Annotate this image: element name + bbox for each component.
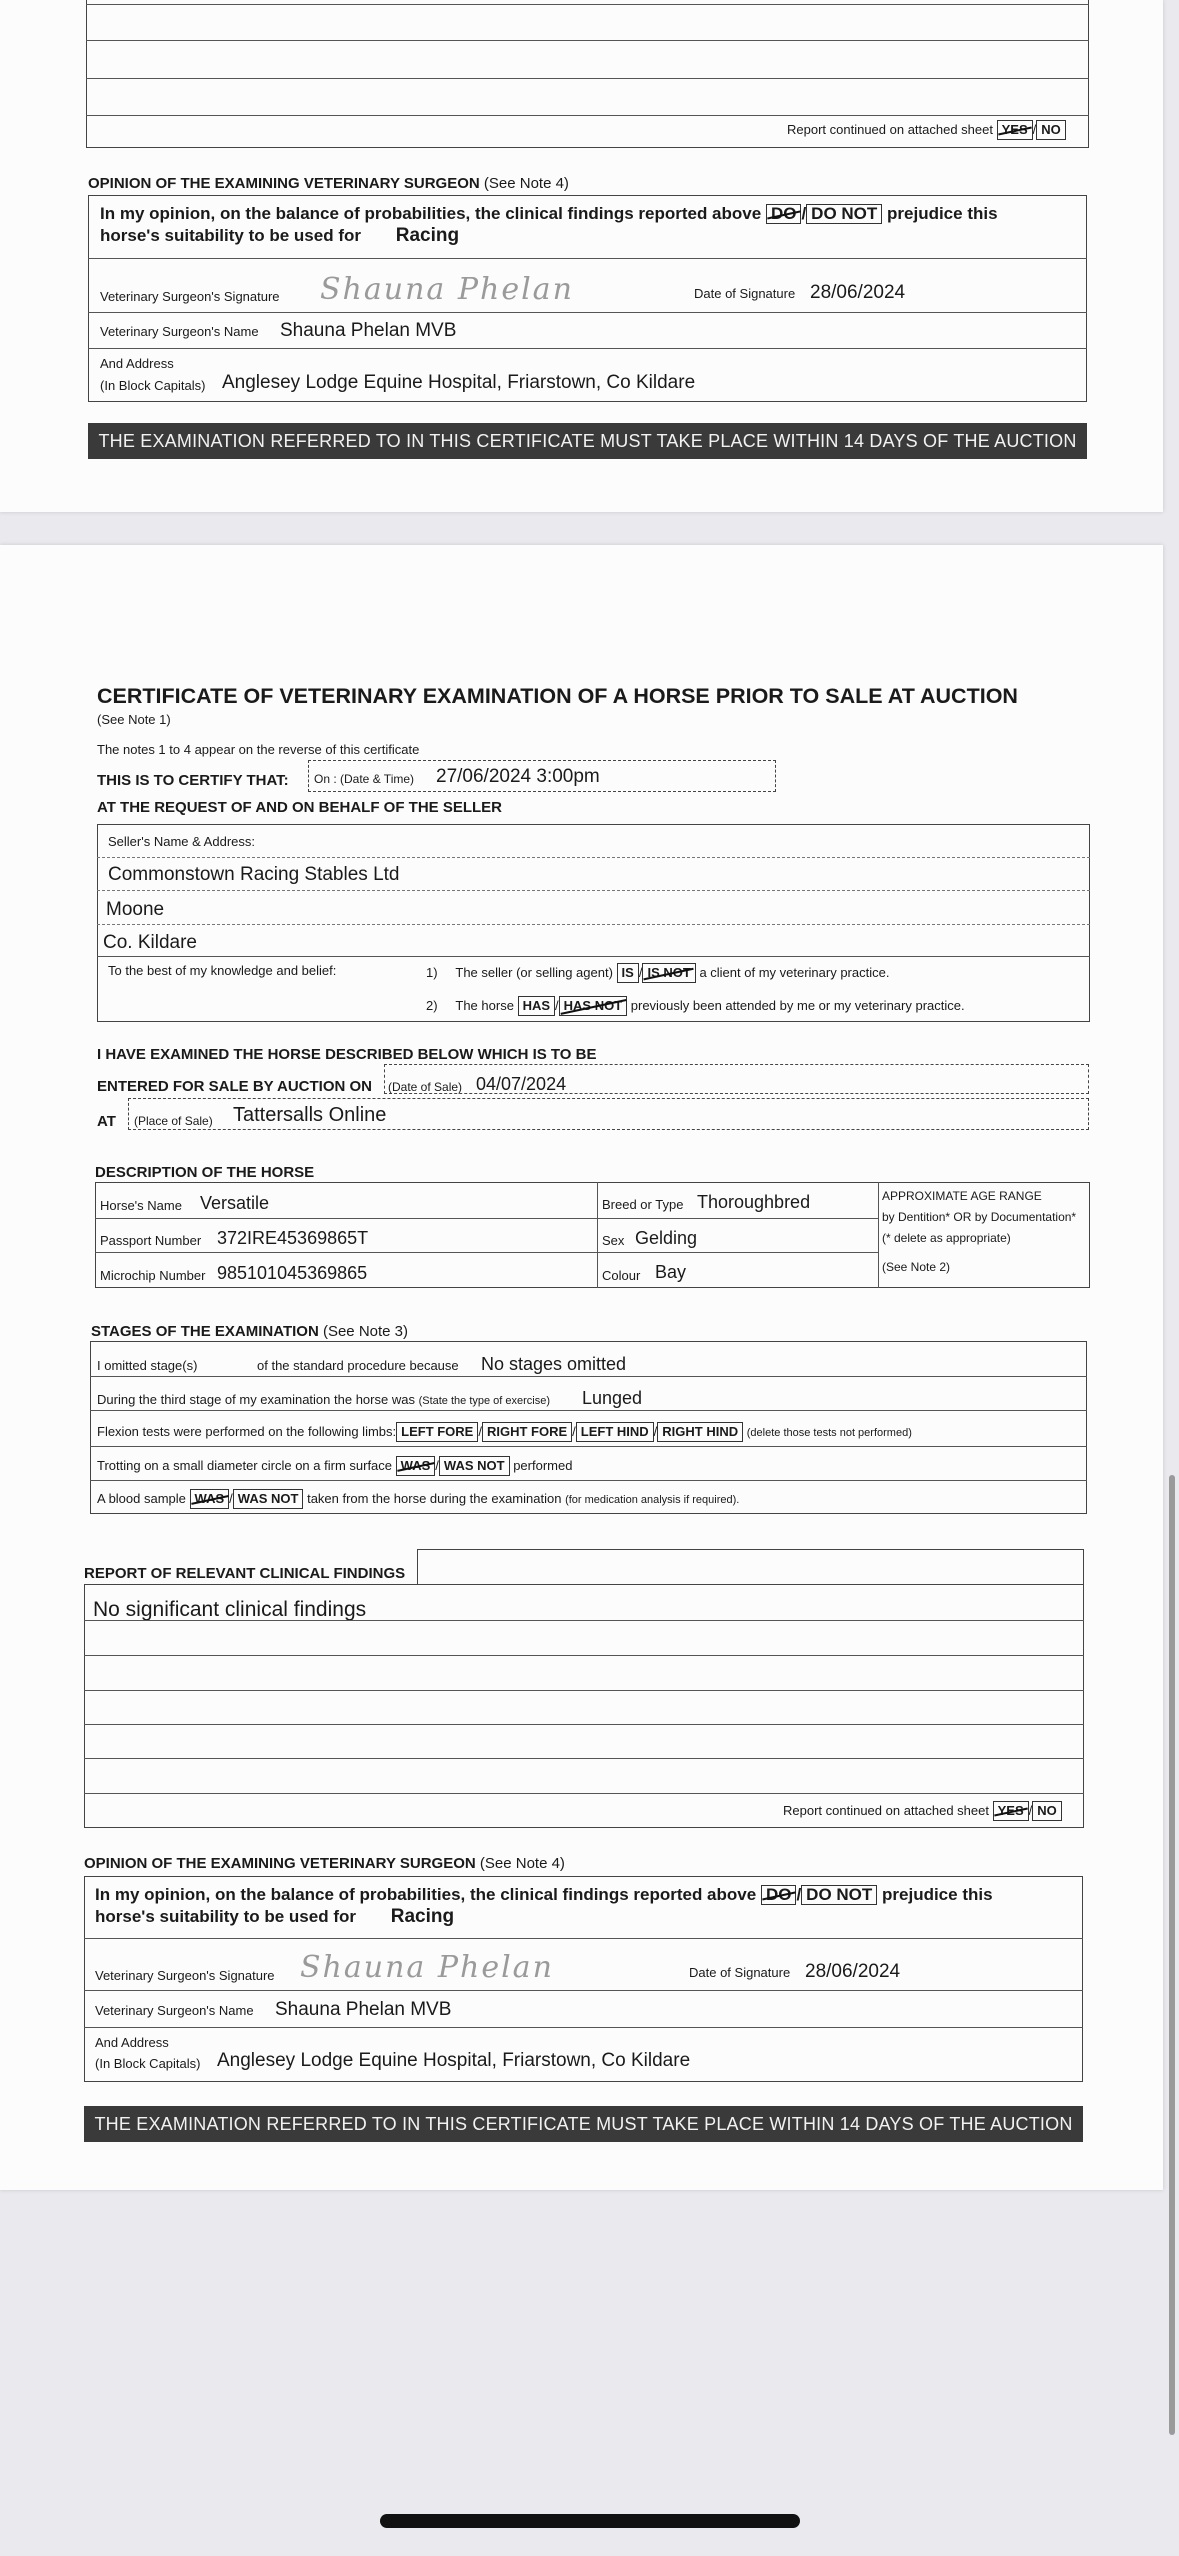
vet-address: Anglesey Lodge Equine Hospital, Friarstown, Co Kildare (217, 2050, 691, 2071)
intended-use: Racing (395, 225, 460, 246)
seller-box (97, 824, 1090, 1022)
horse-colour: Bay (655, 1262, 687, 1282)
vet-address: Anglesey Lodge Equine Hospital, Friarstown, Co Kildare (222, 372, 696, 393)
seller-address-2: Co. Kildare (103, 932, 197, 953)
exercise-type: Lunged (582, 1388, 643, 1408)
stages-heading: STAGES OF THE EXAMINATION (See Note 3) (91, 1323, 409, 1340)
horse-sex: Gelding (635, 1228, 698, 1248)
omitted-stages: No stages omitted (481, 1354, 627, 1374)
report-continued-row: Report continued on attached sheet YES / NO (783, 1801, 1062, 1821)
third-stage-label: During the third stage of my examination the horse was (State the type of exercise) (97, 1392, 551, 1407)
horse-name: Versatile (200, 1193, 270, 1213)
scrollbar[interactable] (1169, 1475, 1175, 2435)
opinion-heading: OPINION OF THE EXAMINING VETERINARY SURGEON (See Note 4) (88, 175, 569, 192)
sale-place: Tattersalls Online (233, 1104, 387, 1126)
opinion-text: In my opinion, on the balance of probabilities, the clinical findings reported above DO / DO NOT prejudice this horse's suitability to be used for Racing (95, 1885, 993, 1927)
yes-option: YES (993, 1801, 1029, 1821)
horse-breed: Thoroughbred (697, 1192, 811, 1212)
microchip-number: 985101045369865 (217, 1263, 368, 1283)
client-statement: 1) The seller (or selling agent) IS / IS NOT a client of my veterinary practice. (426, 963, 889, 983)
sale-date: 04/07/2024 (476, 1074, 567, 1094)
vet-name: Shauna Phelan MVB (275, 1999, 452, 2020)
signature: Shauna Phelan (320, 272, 574, 307)
flexion-tests: Flexion tests were performed on the following limbs: LEFT FORE / RIGHT FORE / LEFT HIND / RIGHT HIND (delete those tests not performed) (97, 1422, 912, 1442)
signature: Shauna Phelan (300, 1950, 554, 1985)
certificate-title: CERTIFICATE OF VETERINARY EXAMINATION OF A HORSE PRIOR TO SALE AT AUCTION (97, 684, 1018, 708)
trotting-test: Trotting on a small diameter circle on a firm surface WAS / WAS NOT performed (97, 1456, 572, 1476)
findings-heading: REPORT OF RELEVANT CLINICAL FINDINGS (84, 1565, 406, 1582)
deadline-banner: THE EXAMINATION REFERRED TO IN THIS CERTIFICATE MUST TAKE PLACE WITHIN 14 DAYS OF THE AUCTION (88, 423, 1087, 459)
opinion-heading: OPINION OF THE EXAMINING VETERINARY SURGEON (See Note 4) (84, 1855, 565, 1872)
signature-date: 28/06/2024 (805, 1961, 901, 1982)
findings-header-field (417, 1549, 1084, 1585)
seller-name: Commonstown Racing Stables Ltd (108, 864, 400, 885)
exam-datetime: 27/06/2024 3:00pm (436, 766, 600, 787)
deadline-banner: THE EXAMINATION REFERRED TO IN THIS CERTIFICATE MUST TAKE PLACE WITHIN 14 DAYS OF THE AUCTION (84, 2106, 1083, 2142)
no-option: NO (1032, 1801, 1062, 1821)
seller-address-1: Moone (106, 899, 165, 920)
passport-number: 372IRE45369865T (217, 1228, 369, 1248)
vet-name: Shauna Phelan MVB (280, 320, 457, 341)
attended-statement: 2) The horse HAS / HAS NOT previously been attended by me or my veterinary practice. (426, 996, 965, 1016)
age-range-note: APPROXIMATE AGE RANGE by Dentition* OR by Documentation* (* delete as appropriate) (See Note 2) (882, 1189, 1077, 1274)
blood-sample: A blood sample WAS / WAS NOT taken from the horse during the examination (for medication analysis if required). (97, 1489, 739, 1509)
clinical-findings: No significant clinical findings (93, 1598, 367, 1621)
report-continued-row: Report continued on attached sheet YES / NO (787, 120, 1066, 140)
intended-use: Racing (390, 1906, 455, 1927)
yes-option: YES (997, 120, 1033, 140)
previous-certificate-page: Report continued on attached sheet YES / NO OPINION OF THE EXAMINING VETERINARY SURGEON (See Note 4) In my opinion, on the balance of probabilities, the clinical findings reported above DO / DO NOT prejudice this horse's suitability to be used for Racing Veterinary Surgeon's Signature Shauna Phelan Date of Signature 28/06/2024 Veterinary Surgeon's Name Shauna Phelan MVB And Address (In Block Capitals) Anglesey Lodge Equine Hospital, Friarstown, Co Kildare THE EXAMINATION REFERRED TO IN THIS CERTIFICATE MUST TAKE PLACE WITHIN 14 DAYS OF THE AUCTION (0, 0, 1163, 512)
signature-date: 28/06/2024 (810, 282, 906, 303)
no-option: NO (1036, 120, 1066, 140)
home-indicator[interactable] (380, 2514, 800, 2528)
opinion-text: In my opinion, on the balance of probabilities, the clinical findings reported above DO / DO NOT prejudice this horse's suitability to be used for Racing (100, 204, 998, 246)
